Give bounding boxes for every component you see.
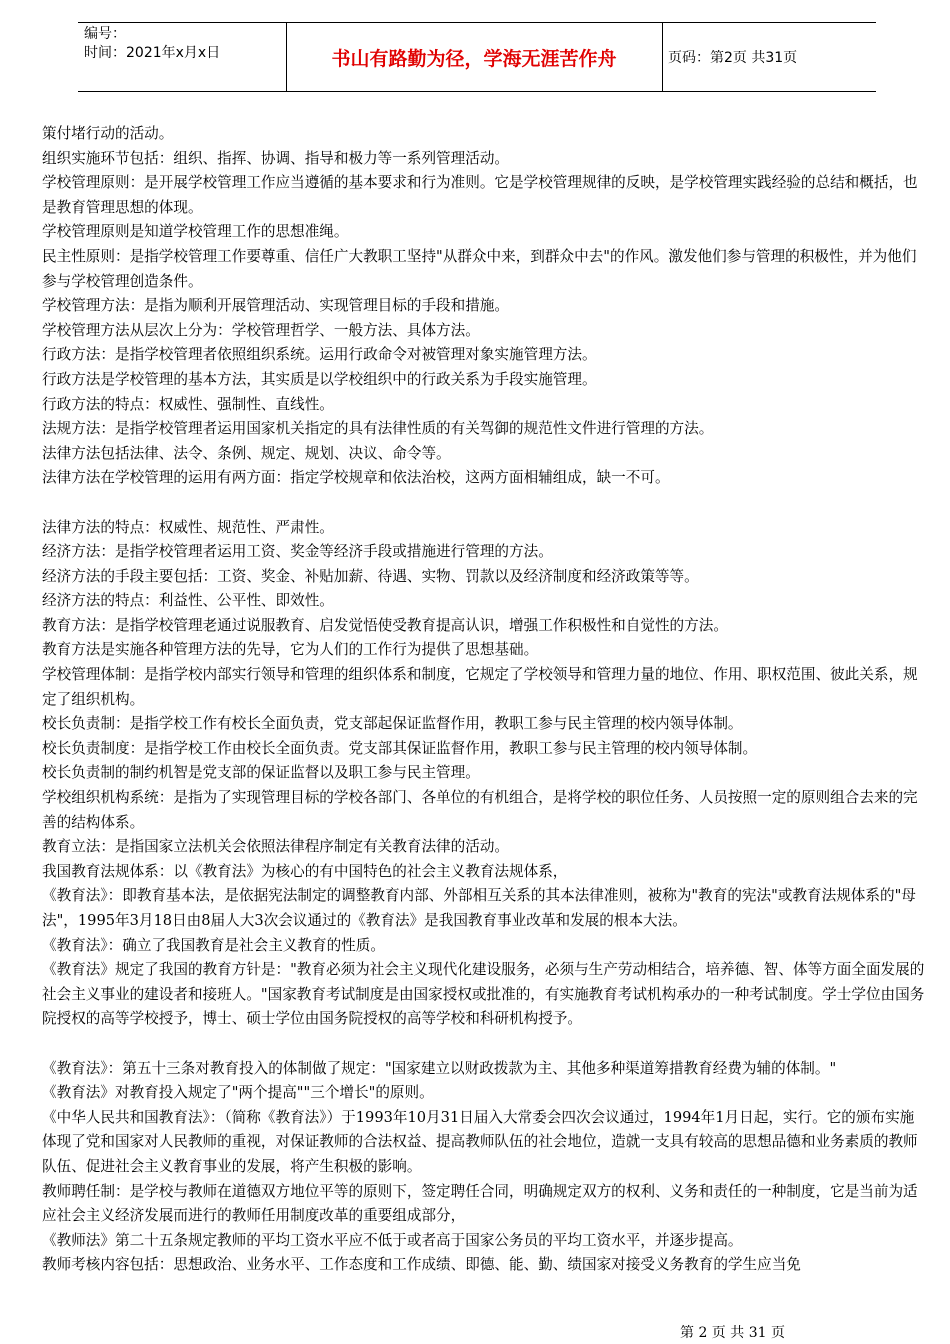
paragraph: 教育方法：是指学校管理老通过说服教育、启发觉悟使受教育提高认识，增强工作积极性和自觉性的方法。 [42,616,728,634]
page-header [78,22,876,92]
paragraph: 行政方法：是指学校管理者依照组织系统。运用行政命令对被管理对象实施管理方法。 [42,346,597,364]
paragraph: 《教育法》：第五十三条对教育投入的体制做了规定："国家建立以财政拨款为主、其他多种渠道筹措教育经费为辅的体制。" [42,1059,837,1077]
paragraph: 经济方法：是指学校管理者运用工资、奖金等经济手段或措施进行管理的方法。 [42,543,553,561]
paragraph: 学校管理原则：是开展学校管理工作应当遵循的基本要求和行为准则。它是学校管理规律的反映，是学校管理实践经验的总结和概括，也是教育管理思想的体现。 [42,174,918,216]
time-label: 时间：2021年x月x日 [84,45,221,61]
paragraph: 校长负责制的制约机智是党支部的保证监督以及职工参与民主管理。 [42,764,480,782]
paragraph: 教育方法是实施各种管理方法的先导，它为人们的工作行为提供了思想基础。 [42,641,539,659]
paragraph: 教师聘任制：是学校与教师在道德双方地位平等的原则下，签定聘任合同，明确规定双方的权利、义务和责任的一种制度，它是当前为适应社会主义经济发展而进行的教师任用制度改革的重要组成部分， [42,1182,918,1225]
paragraph: 《教育法》规定了我国的教育方针是："教育必须为社会主义现代化建设服务，必须与生产劳动相结合，培养德、智、体等方面全面发展的社会主义事业的建设者和接班人。"国家教育考试制度是由国家授权或批准的，有实施教育考试机构承办的一种考试制度。学士学位由国务院授权的高等学校授予，博士、硕士学位由国务院授权的高等学校和科研机构授予。 [42,961,925,1028]
paragraph: 经济方法的手段主要包括：工资、奖金、补贴加薪、待遇、实物、罚款以及经济制度和经济政策等等。 [42,567,699,585]
paragraph: 校长负责制：是指学校工作有校长全面负责，党支部起保证监督作用，教职工参与民主管理的校内领导体制。 [42,715,743,733]
paragraph: 《中华人民共和国教育法》：（简称《教育法》）于1993年10月31日届入大常委会四次会议通过，1994年1月日起，实行。它的颁布实施体现了党和国家对人民教师的重视，对保证教师的合法权益、提高教师队伍的社会地位，造就一支具有较高的思想品德和业务素质的教师队伍、促进社会主义教育事业的发展，将产生积极的影响。 [42,1108,918,1175]
paragraph: 行政方法是学校管理的基本方法，其实质是以学校组织中的行政关系为手段实施管理。 [42,370,597,388]
paragraph: 学校组织机构系统：是指为了实现管理目标的学校各部门、各单位的有机组合，是将学校的职位任务、人员按照一定的原则组合去来的完善的结构体系。 [42,789,918,831]
header-page-info: 页码：第2页 共31页 [668,50,798,66]
page-footer: 第 2 页 共 31 页 [680,1325,785,1341]
paragraph: 《教育法》：即教育基本法，是依据宪法制定的调整教育内部、外部相互关系的其本法律准则，被称为"教育的宪法"或教育法规体系的"母法"，1995年3月18日由8届人大3次会议通过的《教育法》是我国教育事业改革和发展的根本大法。 [42,887,916,929]
number-label: 编号： [84,26,126,42]
paragraph: 法律方法在学校管理的运用有两方面：指定学校规章和依法治校，这两方面相辅组成，缺一不可。 [42,469,670,487]
paragraph: 经济方法的特点：利益性、公平性、即效性。 [42,592,334,610]
paragraph: 教师考核内容包括：思想政治、业务水平、工作态度和工作成绩、即德、能、勤、绩国家对接受义务教育的学生应当免 [42,1256,801,1274]
paragraph: 法律方法包括法律、法令、条例、规定、规划、决议、命令等。 [42,444,451,462]
paragraph: 《教育法》：确立了我国教育是社会主义教育的性质。 [42,936,385,954]
paragraph: 校长负责制度：是指学校工作由校长全面负责。党支部其保证监督作用，教职工参与民主管理的校内领导体制。 [42,739,758,757]
paragraph: 民主性原则：是指学校管理工作要尊重、信任广大教职工坚持"从群众中来，到群众中去"的作风。激发他们参与管理的积极性，并为他们参与学校管理创造条件。 [42,247,917,290]
paragraph: 学校管理方法：是指为顺利开展管理活动、实现管理目标的手段和措施。 [42,297,510,315]
header-divider [662,23,663,91]
paragraph: 《教育法》对教育投入规定了"两个提高""三个增长"的原则。 [42,1084,434,1102]
paragraph: 教育立法：是指国家立法机关会依照法律程序制定有关教育法律的活动。 [42,838,510,856]
paragraph: 策付堵行动的活动。 [42,125,174,142]
paragraph: 法规方法：是指学校管理者运用国家机关指定的具有法律性质的有关驾御的规范性文件进行管理的方法。 [42,420,714,438]
paragraph: 学校管理方法从层次上分为：学校管理哲学、一般方法、具体方法。 [42,321,480,339]
paragraph-spacer [42,491,926,516]
paragraph: 学校管理原则是知道学校管理工作的思想准绳。 [42,223,349,241]
paragraph: 组织实施环节包括：组织、指挥、协调、指导和极力等一系列管理活动。 [42,149,510,167]
paragraph: 学校管理体制：是指学校内部实行领导和管理的组织体系和制度，它规定了学校领导和管理力量的地位、作用、职权范围、彼此关系，规定了组织机构。 [42,666,918,708]
paragraph: 法律方法的特点：权威性、规范性、严肃性。 [42,518,334,536]
header-meta [84,25,220,63]
paragraph-spacer [42,1032,926,1057]
header-motto: 书山有路勤为径，学海无涯苦作舟 [331,47,617,70]
paragraph: 行政方法的特点：权威性、强制性、直线性。 [42,395,334,413]
paragraph: 我国教育法规体系：以《教育法》为核心的有中国特色的社会主义教育法规体系， [42,862,568,880]
document-body [42,122,926,1278]
paragraph: 《教师法》第二十五条规定教师的平均工资水平应不低于或者高于国家公务员的平均工资水平，并逐步提高。 [42,1231,743,1249]
